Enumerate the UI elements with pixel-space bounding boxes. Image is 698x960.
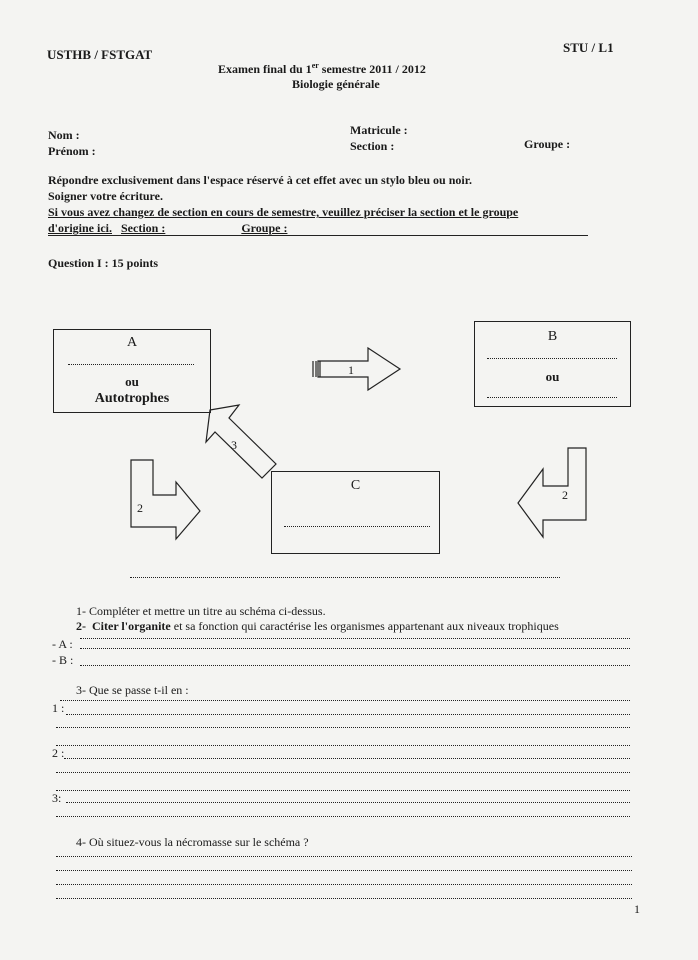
arrow-1-label: 1 [348,363,354,377]
level: STU / L1 [563,40,614,55]
matricule-field: Matricule : [350,123,408,137]
answer-3-1-line-2[interactable] [56,727,630,728]
arrow-2-left [131,460,200,539]
answer-4-line-3[interactable] [56,884,632,885]
arrow-2-left-label: 2 [137,501,143,515]
origin-section: Section : [121,221,166,235]
institution: USTHB / FSTGAT [47,47,153,62]
diagram-title-blank[interactable] [130,577,560,578]
exam-title-sup: er [311,61,319,70]
answer-4-line-4[interactable] [56,898,632,899]
arrow-1 [313,348,400,390]
box-a-label: A [126,335,138,350]
instruction-line-1: Répondre exclusivement dans l'espace réservé à cet effet avec un stylo bleu ou noir. [48,173,472,187]
answer-4-line-2[interactable] [56,870,632,871]
answer-3-3-line-1[interactable] [66,802,630,803]
answer-3-1-line-0[interactable] [60,700,630,701]
section-field: Section : [350,139,395,153]
answer-3-1-label: 1 : [52,701,65,715]
prenom-field: Prénom : [48,144,96,158]
origin-label: d'origine ici. [48,221,112,235]
arrow-2-right-label: 2 [562,488,568,502]
groupe-field: Groupe : [524,137,571,151]
answer-b-label: - B : [52,653,74,667]
box-a-word: Autotrophes [94,391,170,406]
answer-a-label: - A : [52,637,73,651]
question-2-bold: Citer l'organite [92,619,171,633]
answer-a-line-upper[interactable] [80,638,630,639]
page-number: 1 [634,902,640,916]
answer-b-line[interactable] [80,665,630,666]
nom-field: Nom : [48,128,80,142]
answer-3-2-line-0[interactable] [56,745,630,746]
question-title: Question I : 15 points [48,256,159,270]
answer-3-3-label: 3: [52,791,62,805]
subject: Biologie générale [292,77,380,91]
arrow-3-label: 3 [231,438,237,452]
question-2-rest: et sa fonction qui caractérise les organismes appartenant aux niveaux trophiques [170,619,559,633]
answer-3-2-line-2[interactable] [56,772,630,773]
exam-title-pre: Examen final du 1 [218,62,312,76]
answer-3-2-label: 2 : [52,746,65,760]
answer-a-line[interactable] [80,648,630,649]
answer-3-1-line-1[interactable] [66,714,630,715]
box-c-label: C [350,478,361,493]
box-b-or: ou [545,369,560,384]
arrow-2-right [518,448,586,537]
question-2-num: 2- [76,619,86,633]
answer-3-2-line-1[interactable] [64,758,630,759]
instruction-line-3: Si vous avez changez de section en cours de semestre, veuillez préciser la section et le groupe [48,205,519,219]
answer-3-3-line-0[interactable] [56,790,630,791]
question-2 [76,619,559,634]
question-1: 1- Compléter et mettre un titre au schéma ci-dessus. [76,604,326,618]
origin-groupe: Groupe : [241,221,288,235]
box-a-or: ou [125,374,139,389]
answer-3-3-line-2[interactable] [56,816,630,817]
question-4: 4- Où situez-vous la nécromasse sur le schéma ? [76,835,309,849]
question-3: 3- Que se passe t-il en : [76,683,189,697]
exam-title-post: semestre 2011 / 2012 [318,62,426,76]
arrow-3 [206,405,276,478]
instruction-line-2: Soigner votre écriture. [48,189,163,203]
box-b-label: B [547,329,558,344]
answer-4-line-1[interactable] [56,856,632,857]
